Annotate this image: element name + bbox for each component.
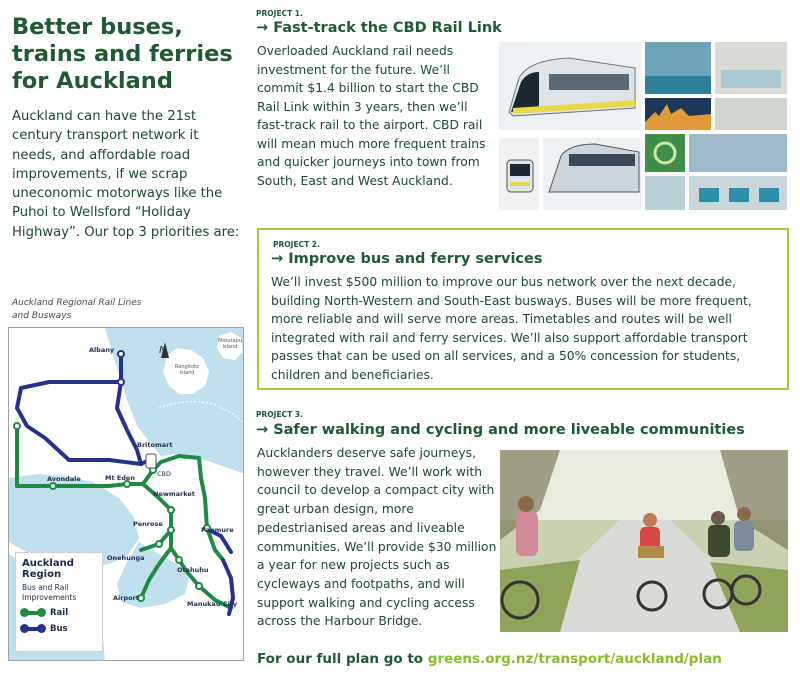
footer-cta — [257, 651, 722, 667]
rangitoto-label: Rangitoto Island — [174, 364, 200, 376]
station-label-albany: Albany — [89, 346, 115, 354]
north-label: N — [159, 345, 167, 356]
project2-heading: → Improve bus and ferry services — [271, 251, 543, 267]
project1-heading: → Fast-track the CBD Rail Link — [256, 20, 502, 36]
footer-link[interactable]: greens.org.nz/transport/auckland/plan — [427, 651, 722, 667]
station-label-manukau-city: Manukau City — [187, 600, 238, 608]
legend-bus-label: Bus — [50, 624, 68, 634]
station-label-mt-eden: Mt Eden — [105, 474, 135, 482]
project3-body: Aucklanders deserve safe journeys, however they travel. We’ll work with council to develop a compact city with great urban design, more pedestrianised areas and liveable communities. We’ll provide $30 million a year for new projects such as cycleways and footpaths, and will support walking and cycling access across the Harbour Bridge. — [257, 446, 497, 629]
station-label-newmarket: Newmarket — [153, 490, 195, 498]
project3-heading: → Safer walking and cycling and more liveable communities — [256, 422, 745, 438]
legend-subtitle: Bus and Rail Improvements — [22, 583, 77, 602]
map-legend — [15, 552, 103, 652]
station-label-avondale: Avondale — [47, 475, 81, 483]
train-photo-interior-3 — [715, 98, 787, 130]
legend-title: Auckland Region — [22, 558, 74, 580]
motutapu-label: Motutapu Island — [218, 338, 242, 350]
train-photo-collage — [499, 42, 787, 210]
project2-body: We’ll invest $500 million to improve our bus network over the next decade, building North-Western and South-East busways. Buses will be more frequent, more reliable and will serve more areas. Timetables and routes will be well integrated with rail and ferry services. We’ll also support affordable transport passes that can be used on all services, and a 50% concession for students, children and beneficiaries. — [271, 275, 752, 382]
ferry-photo — [689, 134, 787, 172]
bus-line-icon — [22, 627, 44, 631]
train-photo-seats-1 — [645, 176, 685, 210]
fern-photo — [645, 134, 685, 172]
station-label-panmure: Panmure — [201, 526, 234, 534]
project3-tag: PROJECT 3. — [256, 410, 303, 419]
station-label-britomart: Britomart — [137, 441, 173, 449]
page-title: Better buses, trains and ferries for Auckland — [12, 14, 233, 94]
rail-line-icon — [22, 611, 44, 615]
legend-rail — [22, 608, 96, 618]
cbd-marker — [146, 454, 156, 468]
intro-text: Auckland can have the 21st century transport network it needs, and affordable road improvements, if we scrap uneconomic motorways like the Puhoi to Wellsford “Holiday Highway”. Our top 3 priorities are: — [12, 109, 240, 240]
project2-box — [257, 228, 789, 390]
legend-bus — [22, 624, 96, 634]
station-label-cbd: CBD — [157, 470, 172, 478]
station-label-otahuhu: Otahuhu — [177, 566, 209, 574]
project1-body: Overloaded Auckland rail needs investment for the future. We’ll commit $1.4 billion to start the CBD Rail Link within 3 years, then we’ll fast-track rail to the airport. CBD rail will mean much more frequent trains and quicker journeys into town from South, East and West Auckland. — [257, 44, 486, 188]
project1-tag: PROJECT 1. — [256, 9, 303, 18]
cyclists-photo — [500, 450, 788, 632]
station-label-airport: Airport — [113, 594, 139, 602]
project2-tag: PROJECT 2. — [273, 240, 320, 249]
station-label-penrose: Penrose — [133, 520, 163, 528]
map-caption: Auckland Regional Rail Lines and Busways — [12, 298, 142, 321]
rail-bus-map — [8, 327, 244, 661]
station-label-onehunga: Onehunga — [107, 554, 145, 562]
footer-prefix: For our full plan go to — [257, 651, 428, 667]
legend-rail-label: Rail — [50, 608, 69, 618]
